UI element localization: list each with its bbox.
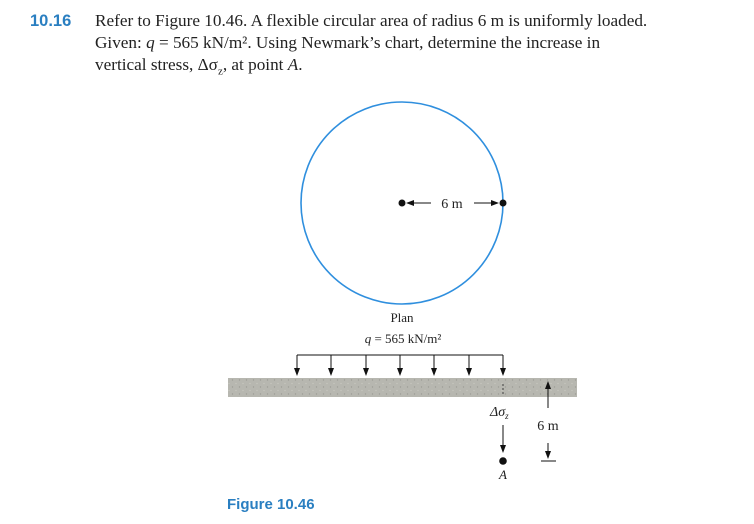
figure-caption: Figure 10.46 <box>227 496 315 513</box>
stress-increase-label: $\Delta\sigma_z$ <box>490 405 509 421</box>
stress-text: vertical stress, Δσ <box>95 55 218 74</box>
point-symbol: A <box>287 55 299 74</box>
load-label: q = 565 kN/m² <box>364 331 442 346</box>
q-symbol: q <box>146 33 155 52</box>
given-rest: = 565 kN/m². Using Newmark’s chart, determine the increase in <box>154 33 601 52</box>
stress-arrowhead <box>500 445 506 453</box>
point-text: , at point <box>222 55 288 74</box>
circle-center-dot <box>399 200 406 207</box>
given-label: Given: <box>95 33 147 52</box>
stress-subscript: z <box>217 65 223 78</box>
circle-edge-dot <box>500 200 507 207</box>
depth-label: 6 m <box>537 419 559 434</box>
point-a-dot <box>499 457 507 465</box>
problem-line-1: Refer to Figure 10.46. A flexible circular area of radius 6 m is uniformly loaded. <box>95 11 648 30</box>
depth-arrowhead-bottom <box>545 451 551 459</box>
radius-label: 6 m <box>441 197 463 212</box>
point-a-label: A <box>499 467 507 482</box>
plan-label: Plan <box>390 310 414 325</box>
radius-arrowhead-right <box>491 200 499 206</box>
load-arrowheads <box>294 368 506 376</box>
problem-number: 10.16 <box>30 12 72 30</box>
radius-arrowhead-left <box>406 200 414 206</box>
soil-surface <box>228 378 577 397</box>
period: . <box>298 55 303 74</box>
